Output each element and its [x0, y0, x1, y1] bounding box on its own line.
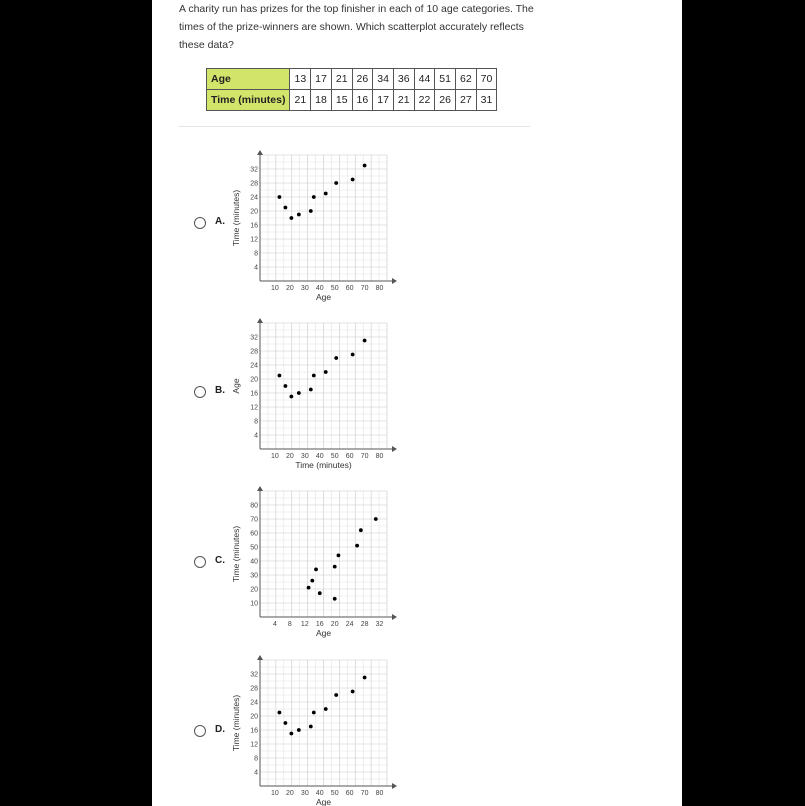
data-point — [284, 384, 288, 388]
y-tick-label: 32 — [250, 334, 258, 342]
x-tick-label: 30 — [300, 453, 309, 460]
data-point — [334, 181, 338, 185]
choice-letter: B. — [215, 385, 225, 396]
y-tick-label: 16 — [250, 727, 258, 735]
data-point — [312, 374, 316, 378]
radio-button-icon[interactable] — [194, 725, 206, 737]
table-cell: 17 — [311, 69, 332, 90]
y-tick-label: 4 — [254, 432, 258, 440]
data-point — [310, 579, 314, 583]
divider — [178, 126, 530, 127]
x-axis-arrow-icon — [392, 446, 397, 452]
table-cell: 34 — [373, 69, 394, 90]
data-point — [351, 178, 355, 182]
data-point — [289, 395, 293, 399]
data-point — [312, 195, 316, 199]
data-point — [334, 693, 338, 697]
y-tick-label: 8 — [254, 418, 258, 426]
table-header-time: Time (minutes) — [207, 90, 290, 111]
plot-grid — [260, 491, 387, 617]
x-tick-label: 40 — [315, 453, 324, 460]
table-cell: 62 — [455, 69, 476, 90]
data-point — [314, 568, 318, 572]
y-tick-label: 20 — [250, 586, 258, 594]
scatterplot-a — [230, 150, 400, 306]
data-point — [278, 374, 282, 378]
data-point — [334, 356, 338, 360]
x-axis-arrow-icon — [392, 614, 397, 620]
table-cell: 13 — [290, 69, 311, 90]
y-tick-label: 4 — [254, 264, 258, 272]
x-tick-label: 20 — [330, 621, 339, 628]
x-tick-label: 40 — [315, 285, 324, 292]
y-tick-label: 30 — [250, 572, 258, 580]
x-tick-label: 20 — [285, 453, 294, 460]
x-tick-label: 20 — [285, 285, 294, 292]
y-tick-label: 28 — [250, 685, 258, 693]
table-cell: 51 — [435, 69, 456, 90]
table-cell: 70 — [476, 69, 497, 90]
data-point — [284, 721, 288, 725]
question-text: A charity run has prizes for the top finisher in each of 10 age categories. The times of the prize-winners are shown. Which scatterplot accurately reflects these data? — [179, 3, 534, 51]
x-tick-label: 60 — [345, 285, 354, 292]
y-tick-label: 50 — [250, 544, 258, 552]
scatterplot-c — [230, 486, 400, 642]
y-tick-label: 12 — [250, 236, 258, 244]
y-tick-label: 8 — [254, 755, 258, 763]
x-tick-label: 70 — [360, 285, 369, 292]
y-tick-label: 40 — [250, 558, 258, 566]
y-axis-arrow-icon — [257, 486, 263, 491]
data-point — [333, 565, 337, 569]
radio-button-icon[interactable] — [194, 386, 206, 398]
x-axis-label: Age — [315, 292, 332, 302]
x-tick-label: 80 — [375, 285, 384, 292]
y-tick-label: 80 — [250, 502, 258, 510]
choice-letter: D. — [215, 724, 225, 735]
data-point — [297, 213, 301, 217]
x-axis-arrow-icon — [392, 278, 397, 284]
x-tick-label: 4 — [272, 621, 277, 628]
table-row — [207, 69, 497, 90]
x-axis-label: Age — [315, 797, 332, 806]
x-tick-label: 16 — [315, 621, 324, 628]
table-cell: 16 — [352, 90, 373, 111]
plot-grid — [260, 660, 387, 786]
x-tick-label: 70 — [360, 790, 369, 797]
table-cell: 31 — [476, 90, 497, 111]
data-point — [297, 728, 301, 732]
y-axis-arrow-icon — [257, 318, 263, 323]
data-point — [363, 164, 367, 168]
y-tick-label: 28 — [250, 348, 258, 356]
data-point — [289, 732, 293, 736]
data-point — [318, 591, 322, 595]
table-cell: 26 — [435, 90, 456, 111]
y-tick-label: 24 — [250, 362, 258, 370]
table-header-age: Age — [207, 69, 290, 90]
y-tick-label: 4 — [254, 769, 258, 777]
scatterplot-d — [230, 655, 400, 806]
x-tick-label: 80 — [375, 453, 384, 460]
x-tick-label: 32 — [375, 621, 384, 628]
data-point — [355, 544, 359, 548]
data-point — [351, 353, 355, 357]
data-point — [363, 676, 367, 680]
y-tick-label: 20 — [250, 376, 258, 384]
data-point — [278, 195, 282, 199]
x-tick-label: 30 — [300, 285, 309, 292]
table-cell: 26 — [352, 69, 373, 90]
table-cell: 21 — [331, 69, 352, 90]
scatterplot-b — [230, 318, 400, 474]
data-point — [324, 192, 328, 196]
table-cell: 22 — [414, 90, 435, 111]
y-tick-label: 24 — [250, 194, 258, 202]
y-axis-label: Time (minutes) — [231, 694, 241, 752]
y-tick-label: 10 — [250, 600, 258, 608]
table-cell: 21 — [393, 90, 414, 111]
x-axis-label: Time (minutes) — [295, 460, 352, 470]
data-point — [374, 517, 378, 521]
y-axis-label: Age — [231, 378, 241, 394]
data-table — [206, 68, 497, 111]
y-tick-label: 70 — [250, 516, 258, 524]
table-cell: 17 — [373, 90, 394, 111]
y-tick-label: 32 — [250, 671, 258, 679]
y-tick-label: 12 — [250, 741, 258, 749]
table-cell: 27 — [455, 90, 476, 111]
y-tick-label: 20 — [250, 208, 258, 216]
y-tick-label: 24 — [250, 699, 258, 707]
plot-grid — [260, 323, 387, 449]
y-axis-arrow-icon — [257, 150, 263, 155]
y-axis-arrow-icon — [257, 655, 263, 660]
x-tick-label: 40 — [315, 790, 324, 797]
x-tick-label: 60 — [345, 453, 354, 460]
x-tick-label: 80 — [375, 790, 384, 797]
table-cell: 18 — [311, 90, 332, 111]
y-tick-label: 12 — [250, 404, 258, 412]
data-point — [351, 690, 355, 694]
y-tick-label: 16 — [250, 390, 258, 398]
radio-button-icon[interactable] — [194, 217, 206, 229]
x-tick-label: 10 — [271, 790, 279, 797]
x-axis-arrow-icon — [392, 783, 397, 789]
data-point — [307, 586, 311, 590]
data-point — [359, 528, 363, 532]
y-tick-label: 16 — [250, 222, 258, 230]
data-point — [337, 554, 341, 558]
x-axis-label: Age — [315, 628, 332, 638]
data-point — [309, 209, 313, 213]
x-tick-label: 30 — [300, 790, 309, 797]
radio-button-icon[interactable] — [194, 556, 206, 568]
table-row — [207, 90, 497, 111]
x-tick-label: 50 — [330, 790, 339, 797]
table-cell: 21 — [290, 90, 311, 111]
data-point — [324, 707, 328, 711]
x-tick-label: 24 — [345, 621, 354, 628]
table-cell: 44 — [414, 69, 435, 90]
x-tick-label: 20 — [285, 790, 294, 797]
x-tick-label: 50 — [330, 453, 339, 460]
y-tick-label: 20 — [250, 713, 258, 721]
data-point — [333, 597, 337, 601]
x-tick-label: 50 — [330, 285, 339, 292]
x-tick-label: 70 — [360, 453, 369, 460]
y-tick-label: 60 — [250, 530, 258, 538]
plot-grid — [260, 155, 387, 281]
table-cell: 15 — [331, 90, 352, 111]
choice-letter: A. — [215, 216, 225, 227]
x-tick-label: 10 — [271, 285, 279, 292]
x-tick-label: 12 — [300, 621, 309, 628]
y-tick-label: 28 — [250, 180, 258, 188]
data-point — [297, 391, 301, 395]
y-axis-label: Time (minutes) — [231, 189, 241, 247]
y-tick-label: 8 — [254, 250, 258, 258]
choice-letter: C. — [215, 555, 225, 566]
table-cell: 36 — [393, 69, 414, 90]
data-point — [284, 206, 288, 210]
x-tick-label: 10 — [271, 453, 279, 460]
y-axis-label: Time (minutes) — [231, 525, 241, 583]
x-tick-label: 28 — [360, 621, 369, 628]
x-tick-label: 60 — [345, 790, 354, 797]
data-point — [309, 725, 313, 729]
data-point — [324, 370, 328, 374]
question-panel — [152, 0, 682, 806]
data-point — [363, 339, 367, 343]
x-tick-label: 8 — [287, 621, 292, 628]
y-tick-label: 32 — [250, 166, 258, 174]
data-point — [309, 388, 313, 392]
data-point — [278, 711, 282, 715]
data-point — [289, 216, 293, 220]
data-point — [312, 711, 316, 715]
